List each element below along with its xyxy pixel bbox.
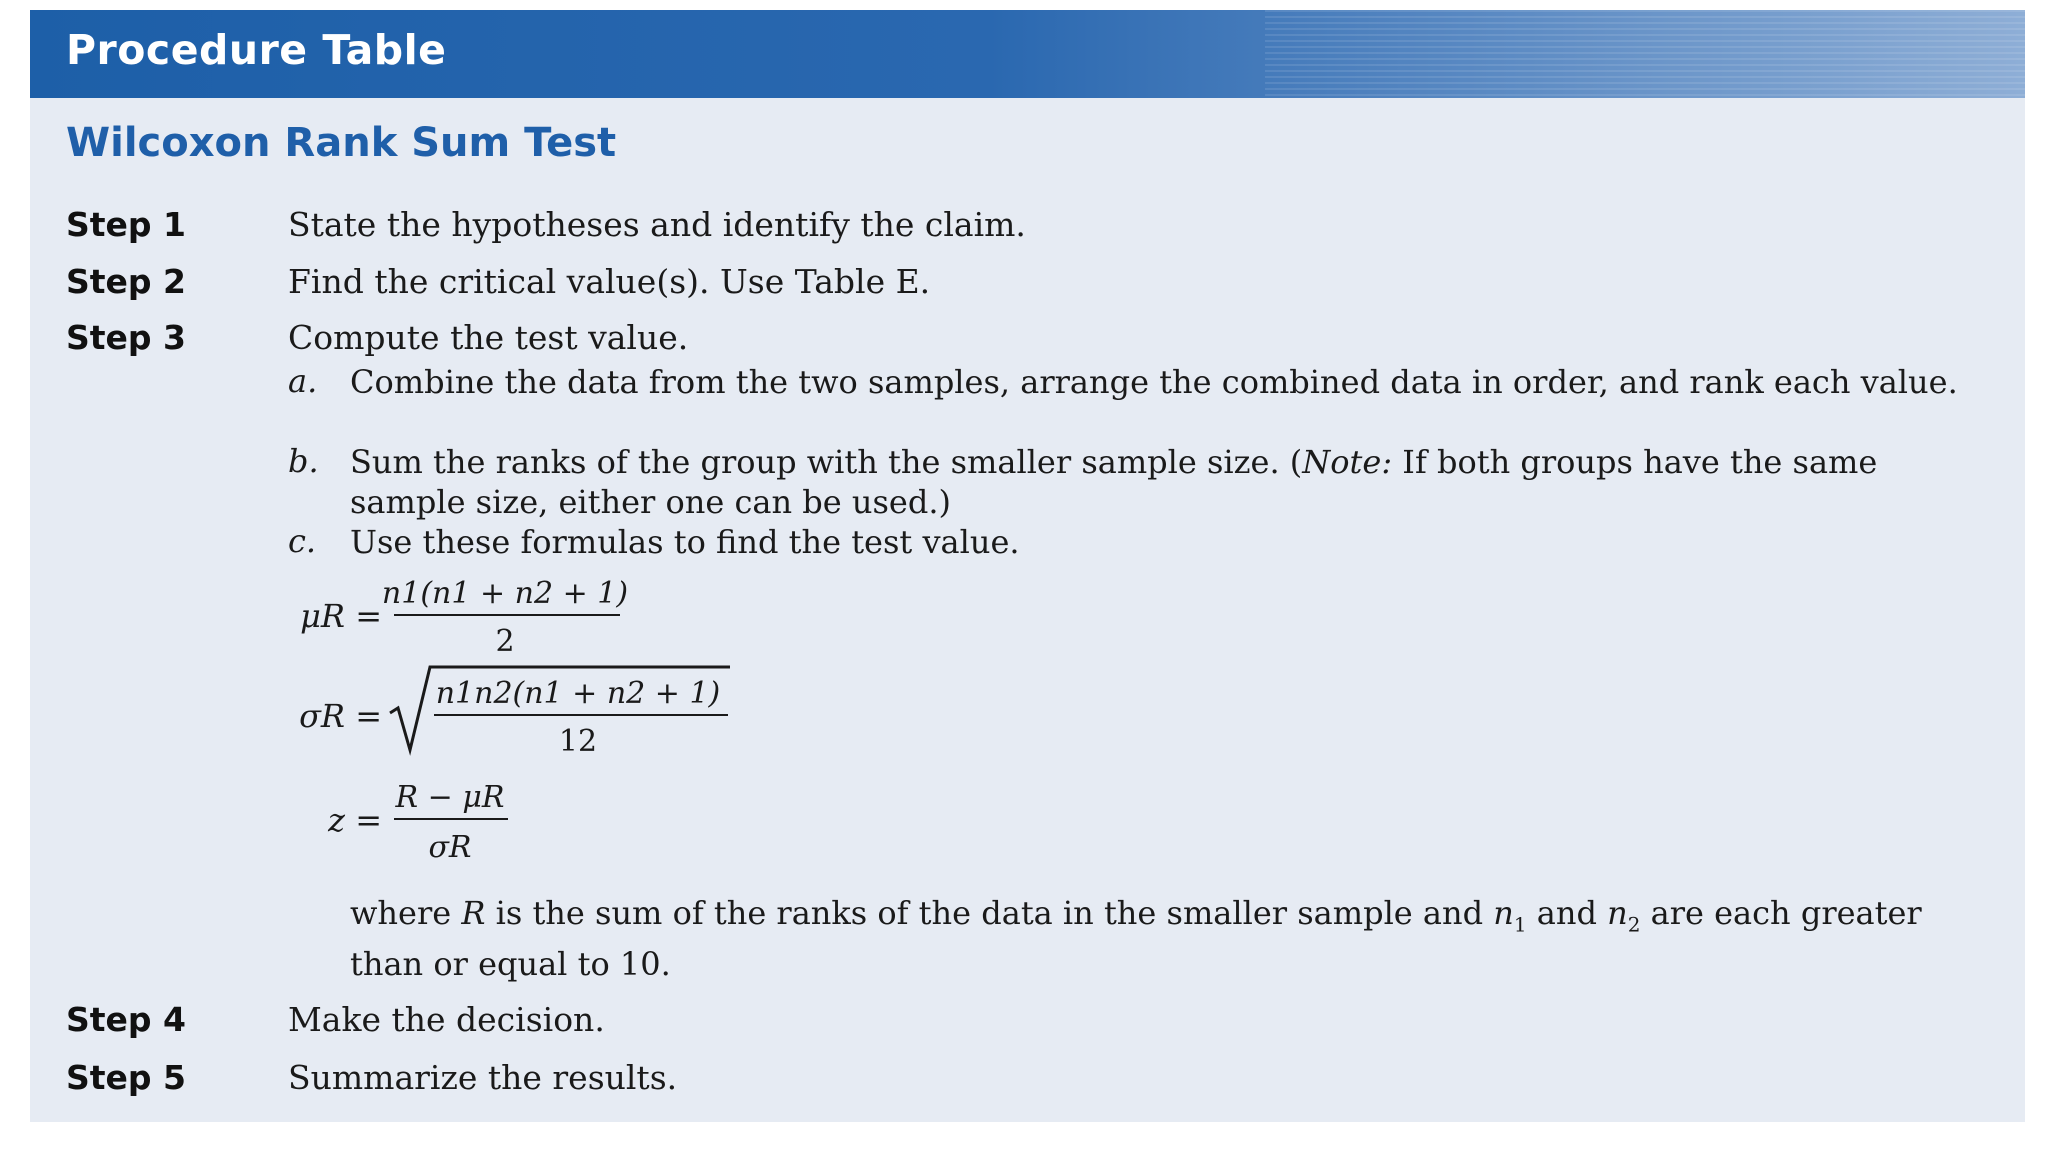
step-3-text: Compute the test value. bbox=[288, 318, 689, 357]
substep-b-text-after: If both groups have the same sample size, either one can be used.) bbox=[350, 443, 1878, 521]
substep-a-letter: a. bbox=[288, 362, 318, 400]
z-formula-lhs: z = bbox=[328, 801, 382, 839]
where-text-part3: and bbox=[1526, 894, 1608, 932]
substep-c-letter: c. bbox=[288, 522, 317, 560]
where-text-part2: is the sum of the ranks of the data in the smaller sample and bbox=[485, 894, 1494, 932]
procedure-table-panel bbox=[30, 10, 2025, 1122]
mean-formula-denominator: 2 bbox=[495, 624, 515, 659]
substep-c-text: Use these formulas to find the test value. bbox=[350, 523, 1020, 561]
test-value-formulas bbox=[299, 565, 1050, 885]
step-4-text: Make the decision. bbox=[288, 1000, 605, 1039]
step-1-text: State the hypotheses and identify the claim. bbox=[288, 205, 1026, 244]
where-text-part4: are each greater than or equal to 10. bbox=[350, 894, 1922, 984]
step-5-label: Step 5 bbox=[66, 1058, 186, 1097]
step-1-label: Step 1 bbox=[66, 205, 186, 244]
std-dev-formula-lhs: σR = bbox=[299, 697, 382, 735]
test-title: Wilcoxon Rank Sum Test bbox=[66, 120, 617, 166]
std-dev-formula-numerator: n1n2(n1 + n2 + 1) bbox=[435, 676, 721, 711]
substep-a-text: Combine the data from the two samples, arrange the combined data in order, and rank each value. bbox=[350, 363, 1958, 401]
mean-formula-numerator: n1(n1 + n2 + 1) bbox=[381, 576, 629, 611]
where-var-n1: n bbox=[1493, 894, 1514, 932]
substep-b-text-before: Sum the ranks of the group with the smaller sample size. ( bbox=[350, 443, 1303, 481]
substep-b-letter: b. bbox=[288, 442, 319, 480]
z-formula bbox=[327, 780, 508, 865]
std-dev-formula bbox=[299, 667, 730, 759]
step-5-text: Summarize the results. bbox=[288, 1058, 678, 1097]
procedure-table-header bbox=[30, 10, 2025, 98]
z-formula-denominator: σR bbox=[428, 830, 472, 865]
where-sub-2: 2 bbox=[1627, 912, 1641, 937]
step-4-label: Step 4 bbox=[66, 1000, 186, 1039]
where-text-part1: where bbox=[350, 894, 462, 932]
std-dev-formula-denominator: 12 bbox=[558, 724, 598, 759]
substep-b-note-label: Note: bbox=[1302, 443, 1393, 481]
step-2-label: Step 2 bbox=[66, 262, 186, 301]
where-var-n2: n bbox=[1607, 894, 1628, 932]
where-sub-1: 1 bbox=[1513, 912, 1527, 937]
substep-b-text bbox=[350, 442, 1990, 522]
z-formula-numerator: R − μR bbox=[395, 780, 505, 815]
step-3-label: Step 3 bbox=[66, 318, 186, 357]
header-stripe-decoration bbox=[1265, 10, 2025, 98]
mean-formula bbox=[300, 576, 628, 659]
mean-formula-lhs: μR = bbox=[300, 597, 382, 635]
step-2-text: Find the critical value(s). Use Table E. bbox=[288, 262, 931, 301]
formula-conditions-note bbox=[350, 893, 1990, 984]
where-var-r: R bbox=[461, 894, 486, 932]
header-title: Procedure Table bbox=[66, 26, 447, 74]
